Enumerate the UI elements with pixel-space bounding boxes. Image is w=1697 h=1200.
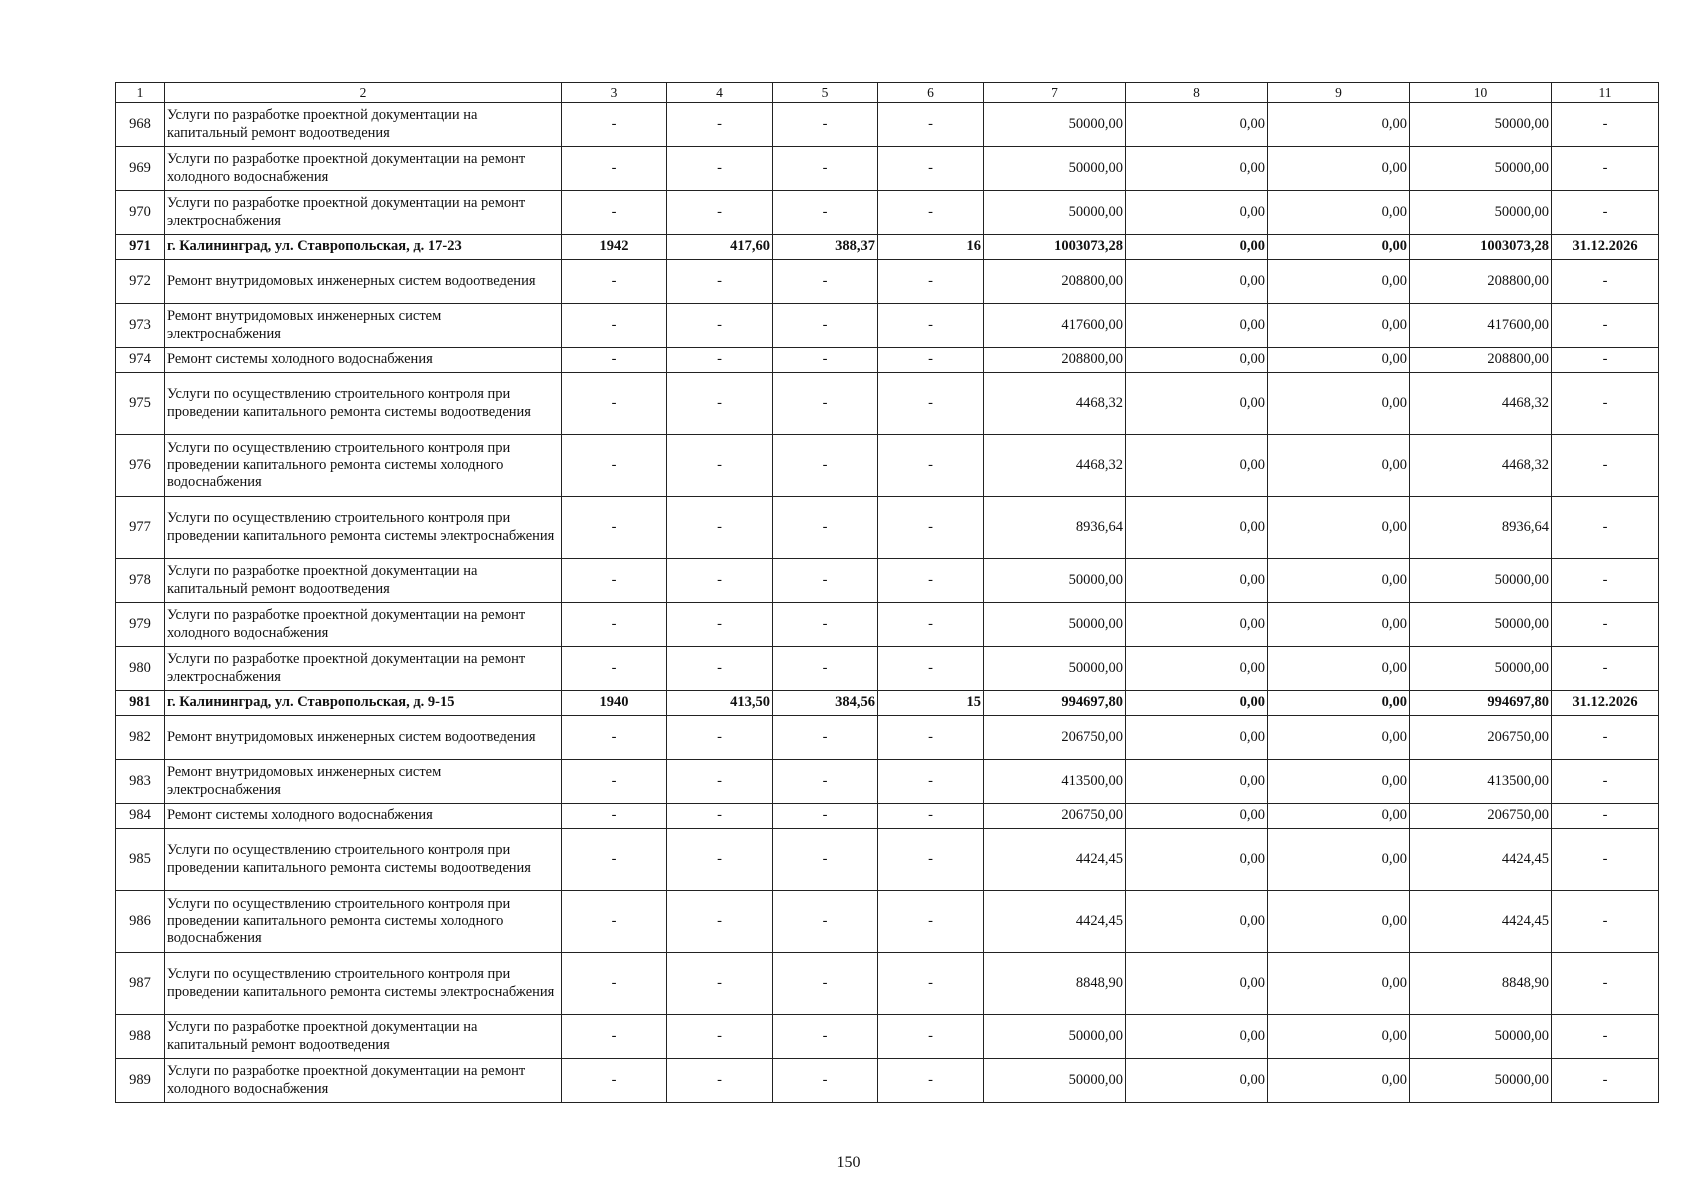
column-number: 6: [878, 83, 984, 103]
column-number: 4: [667, 83, 773, 103]
col-7-amount: 4424,45: [984, 891, 1126, 953]
work-name: Услуги по осуществлению строительного контроля при проведении капитального ремонта системы электроснабжения: [165, 953, 562, 1015]
col-7-amount: 206750,00: [984, 716, 1126, 760]
work-name: Услуги по разработке проектной документации на ремонт холодного водоснабжения: [165, 1059, 562, 1103]
col-7-amount: 8848,90: [984, 953, 1126, 1015]
col-8-amount: 0,00: [1126, 1015, 1268, 1059]
col-4-value: -: [667, 829, 773, 891]
col-4-value: -: [667, 103, 773, 147]
col-3-value: -: [562, 1059, 667, 1103]
col-10-amount: 50000,00: [1410, 191, 1552, 235]
col-6-value: -: [878, 260, 984, 304]
col-6-value: -: [878, 373, 984, 435]
col-4-value: -: [667, 304, 773, 348]
col-4-value: -: [667, 373, 773, 435]
col-7-amount: 50000,00: [984, 559, 1126, 603]
table-body: [116, 83, 1659, 1103]
col-10-amount: 50000,00: [1410, 603, 1552, 647]
col-7-amount: 50000,00: [984, 603, 1126, 647]
table-row: [116, 647, 1659, 691]
col-4-value: -: [667, 716, 773, 760]
table-row: [116, 191, 1659, 235]
col-6-value: -: [878, 191, 984, 235]
table-row: [116, 497, 1659, 559]
col-5-value: -: [773, 647, 878, 691]
row-number: 979: [116, 603, 165, 647]
table-row: [116, 373, 1659, 435]
col-8-amount: 0,00: [1126, 147, 1268, 191]
work-name: Ремонт внутридомовых инженерных систем электроснабжения: [165, 304, 562, 348]
col-8-amount: 0,00: [1126, 829, 1268, 891]
col-8-amount: 0,00: [1126, 647, 1268, 691]
col-11-date: -: [1552, 760, 1659, 804]
col-7-amount: 417600,00: [984, 304, 1126, 348]
row-number: 968: [116, 103, 165, 147]
col-6-value: -: [878, 1059, 984, 1103]
work-name: Ремонт внутридомовых инженерных систем водоотведения: [165, 716, 562, 760]
col-3-value: -: [562, 804, 667, 829]
col-10-amount: 417600,00: [1410, 304, 1552, 348]
col-11-date: -: [1552, 1015, 1659, 1059]
col-6-value: 15: [878, 691, 984, 716]
row-number: 989: [116, 1059, 165, 1103]
col-8-amount: 0,00: [1126, 191, 1268, 235]
work-name: Услуги по разработке проектной документации на капитальный ремонт водоотведения: [165, 1015, 562, 1059]
col-7-amount: 994697,80: [984, 691, 1126, 716]
col-8-amount: 0,00: [1126, 891, 1268, 953]
work-name: г. Калининград, ул. Ставропольская, д. 9-15: [165, 691, 562, 716]
col-6-value: -: [878, 1015, 984, 1059]
work-name: Услуги по разработке проектной документации на ремонт холодного водоснабжения: [165, 147, 562, 191]
row-number: 973: [116, 304, 165, 348]
col-9-amount: 0,00: [1268, 953, 1410, 1015]
col-9-amount: 0,00: [1268, 1015, 1410, 1059]
work-name: Услуги по осуществлению строительного контроля при проведении капитального ремонта системы холодного водоснабжения: [165, 891, 562, 953]
col-9-amount: 0,00: [1268, 348, 1410, 373]
row-number: 969: [116, 147, 165, 191]
col-3-value: 1940: [562, 691, 667, 716]
col-10-amount: 413500,00: [1410, 760, 1552, 804]
col-3-value: -: [562, 647, 667, 691]
col-6-value: -: [878, 829, 984, 891]
row-number: 980: [116, 647, 165, 691]
col-3-value: -: [562, 497, 667, 559]
col-5-value: -: [773, 348, 878, 373]
col-7-amount: 50000,00: [984, 191, 1126, 235]
col-7-amount: 208800,00: [984, 260, 1126, 304]
col-7-amount: 1003073,28: [984, 235, 1126, 260]
row-number: 976: [116, 435, 165, 497]
col-5-value: -: [773, 1015, 878, 1059]
col-4-value: -: [667, 891, 773, 953]
col-6-value: -: [878, 559, 984, 603]
table-row: [116, 603, 1659, 647]
col-9-amount: 0,00: [1268, 103, 1410, 147]
work-name: Ремонт системы холодного водоснабжения: [165, 804, 562, 829]
work-name: Ремонт внутридомовых инженерных систем электроснабжения: [165, 760, 562, 804]
col-9-amount: 0,00: [1268, 760, 1410, 804]
col-3-value: -: [562, 147, 667, 191]
col-8-amount: 0,00: [1126, 497, 1268, 559]
col-10-amount: 994697,80: [1410, 691, 1552, 716]
table-row: [116, 260, 1659, 304]
column-number: 9: [1268, 83, 1410, 103]
work-name: Услуги по осуществлению строительного контроля при проведении капитального ремонта системы электроснабжения: [165, 497, 562, 559]
col-10-amount: 50000,00: [1410, 1015, 1552, 1059]
col-10-amount: 4468,32: [1410, 373, 1552, 435]
table-row: [116, 147, 1659, 191]
col-9-amount: 0,00: [1268, 716, 1410, 760]
col-11-date: 31.12.2026: [1552, 691, 1659, 716]
col-10-amount: 8936,64: [1410, 497, 1552, 559]
col-5-value: -: [773, 891, 878, 953]
column-number: 11: [1552, 83, 1659, 103]
col-5-value: -: [773, 103, 878, 147]
table-row: [116, 804, 1659, 829]
col-11-date: -: [1552, 804, 1659, 829]
col-10-amount: 50000,00: [1410, 559, 1552, 603]
col-5-value: -: [773, 147, 878, 191]
col-11-date: -: [1552, 603, 1659, 647]
col-3-value: -: [562, 1015, 667, 1059]
col-11-date: -: [1552, 497, 1659, 559]
column-number: 3: [562, 83, 667, 103]
col-5-value: -: [773, 373, 878, 435]
col-9-amount: 0,00: [1268, 235, 1410, 260]
col-4-value: -: [667, 147, 773, 191]
col-4-value: -: [667, 953, 773, 1015]
col-4-value: -: [667, 191, 773, 235]
col-6-value: -: [878, 348, 984, 373]
col-3-value: -: [562, 603, 667, 647]
row-number: 987: [116, 953, 165, 1015]
col-7-amount: 50000,00: [984, 647, 1126, 691]
col-7-amount: 50000,00: [984, 1059, 1126, 1103]
col-9-amount: 0,00: [1268, 435, 1410, 497]
col-4-value: 413,50: [667, 691, 773, 716]
col-9-amount: 0,00: [1268, 260, 1410, 304]
col-5-value: -: [773, 304, 878, 348]
col-3-value: -: [562, 191, 667, 235]
table-row: [116, 304, 1659, 348]
col-4-value: -: [667, 260, 773, 304]
column-number: 1: [116, 83, 165, 103]
col-11-date: -: [1552, 191, 1659, 235]
col-10-amount: 8848,90: [1410, 953, 1552, 1015]
col-6-value: -: [878, 804, 984, 829]
column-number: 8: [1126, 83, 1268, 103]
col-4-value: -: [667, 760, 773, 804]
col-10-amount: 206750,00: [1410, 716, 1552, 760]
col-3-value: -: [562, 435, 667, 497]
col-10-amount: 50000,00: [1410, 647, 1552, 691]
col-9-amount: 0,00: [1268, 304, 1410, 348]
table-row: [116, 760, 1659, 804]
col-3-value: -: [562, 559, 667, 603]
col-7-amount: 50000,00: [984, 147, 1126, 191]
col-7-amount: 4424,45: [984, 829, 1126, 891]
col-9-amount: 0,00: [1268, 647, 1410, 691]
col-6-value: 16: [878, 235, 984, 260]
col-3-value: -: [562, 891, 667, 953]
col-6-value: -: [878, 304, 984, 348]
col-11-date: -: [1552, 647, 1659, 691]
col-7-amount: 8936,64: [984, 497, 1126, 559]
row-number: 984: [116, 804, 165, 829]
col-5-value: 388,37: [773, 235, 878, 260]
col-8-amount: 0,00: [1126, 348, 1268, 373]
col-5-value: -: [773, 497, 878, 559]
col-7-amount: 4468,32: [984, 373, 1126, 435]
row-number: 985: [116, 829, 165, 891]
table-row: [116, 716, 1659, 760]
col-9-amount: 0,00: [1268, 1059, 1410, 1103]
address-row: [116, 235, 1659, 260]
work-name: г. Калининград, ул. Ставропольская, д. 17-23: [165, 235, 562, 260]
row-number: 981: [116, 691, 165, 716]
col-10-amount: 4424,45: [1410, 829, 1552, 891]
col-8-amount: 0,00: [1126, 103, 1268, 147]
work-name: Услуги по разработке проектной документации на ремонт холодного водоснабжения: [165, 603, 562, 647]
col-4-value: -: [667, 603, 773, 647]
col-9-amount: 0,00: [1268, 891, 1410, 953]
work-name: Услуги по разработке проектной документации на ремонт электроснабжения: [165, 191, 562, 235]
table-row: [116, 829, 1659, 891]
col-8-amount: 0,00: [1126, 235, 1268, 260]
row-number: 978: [116, 559, 165, 603]
col-3-value: -: [562, 953, 667, 1015]
page-number: 150: [836, 1154, 861, 1171]
col-6-value: -: [878, 716, 984, 760]
col-6-value: -: [878, 647, 984, 691]
col-8-amount: 0,00: [1126, 691, 1268, 716]
col-11-date: -: [1552, 716, 1659, 760]
col-9-amount: 0,00: [1268, 603, 1410, 647]
col-8-amount: 0,00: [1126, 1059, 1268, 1103]
col-6-value: -: [878, 953, 984, 1015]
col-11-date: -: [1552, 103, 1659, 147]
col-4-value: -: [667, 1015, 773, 1059]
col-7-amount: 208800,00: [984, 348, 1126, 373]
col-10-amount: 50000,00: [1410, 103, 1552, 147]
works-table: [115, 82, 1659, 1103]
col-5-value: -: [773, 191, 878, 235]
work-name: Услуги по разработке проектной документации на капитальный ремонт водоотведения: [165, 103, 562, 147]
col-10-amount: 50000,00: [1410, 147, 1552, 191]
row-number: 974: [116, 348, 165, 373]
col-5-value: -: [773, 829, 878, 891]
col-11-date: -: [1552, 829, 1659, 891]
col-4-value: -: [667, 435, 773, 497]
col-6-value: -: [878, 760, 984, 804]
col-4-value: -: [667, 1059, 773, 1103]
col-3-value: -: [562, 373, 667, 435]
col-6-value: -: [878, 891, 984, 953]
col-11-date: -: [1552, 1059, 1659, 1103]
col-11-date: -: [1552, 891, 1659, 953]
col-5-value: -: [773, 435, 878, 497]
col-7-amount: 413500,00: [984, 760, 1126, 804]
col-10-amount: 4424,45: [1410, 891, 1552, 953]
col-10-amount: 50000,00: [1410, 1059, 1552, 1103]
col-11-date: -: [1552, 304, 1659, 348]
col-7-amount: 206750,00: [984, 804, 1126, 829]
col-5-value: -: [773, 1059, 878, 1103]
col-7-amount: 4468,32: [984, 435, 1126, 497]
table-row: [116, 103, 1659, 147]
col-10-amount: 206750,00: [1410, 804, 1552, 829]
col-9-amount: 0,00: [1268, 497, 1410, 559]
table-row: [116, 891, 1659, 953]
table-row: [116, 953, 1659, 1015]
col-5-value: -: [773, 953, 878, 1015]
row-number: 977: [116, 497, 165, 559]
col-3-value: -: [562, 260, 667, 304]
col-8-amount: 0,00: [1126, 603, 1268, 647]
col-11-date: -: [1552, 373, 1659, 435]
col-10-amount: 1003073,28: [1410, 235, 1552, 260]
address-row: [116, 691, 1659, 716]
col-8-amount: 0,00: [1126, 304, 1268, 348]
row-number: 982: [116, 716, 165, 760]
work-name: Ремонт внутридомовых инженерных систем водоотведения: [165, 260, 562, 304]
col-4-value: -: [667, 804, 773, 829]
col-3-value: -: [562, 348, 667, 373]
col-5-value: -: [773, 260, 878, 304]
col-3-value: -: [562, 716, 667, 760]
col-8-amount: 0,00: [1126, 435, 1268, 497]
row-number: 970: [116, 191, 165, 235]
col-9-amount: 0,00: [1268, 804, 1410, 829]
col-3-value: -: [562, 304, 667, 348]
col-9-amount: 0,00: [1268, 147, 1410, 191]
col-6-value: -: [878, 603, 984, 647]
col-5-value: -: [773, 559, 878, 603]
col-6-value: -: [878, 103, 984, 147]
row-number: 971: [116, 235, 165, 260]
col-5-value: -: [773, 603, 878, 647]
row-number: 975: [116, 373, 165, 435]
work-name: Услуги по осуществлению строительного контроля при проведении капитального ремонта системы водоотведения: [165, 373, 562, 435]
table-row: [116, 1059, 1659, 1103]
col-6-value: -: [878, 147, 984, 191]
table-row: [116, 348, 1659, 373]
col-9-amount: 0,00: [1268, 829, 1410, 891]
column-number: 2: [165, 83, 562, 103]
col-8-amount: 0,00: [1126, 559, 1268, 603]
col-3-value: -: [562, 103, 667, 147]
col-5-value: -: [773, 716, 878, 760]
col-6-value: -: [878, 435, 984, 497]
col-11-date: -: [1552, 348, 1659, 373]
col-9-amount: 0,00: [1268, 691, 1410, 716]
table-row: [116, 1015, 1659, 1059]
row-number: 986: [116, 891, 165, 953]
col-8-amount: 0,00: [1126, 804, 1268, 829]
col-8-amount: 0,00: [1126, 953, 1268, 1015]
col-3-value: -: [562, 829, 667, 891]
col-8-amount: 0,00: [1126, 260, 1268, 304]
col-5-value: -: [773, 804, 878, 829]
col-5-value: 384,56: [773, 691, 878, 716]
col-7-amount: 50000,00: [984, 1015, 1126, 1059]
col-11-date: -: [1552, 435, 1659, 497]
column-number: 10: [1410, 83, 1552, 103]
col-9-amount: 0,00: [1268, 559, 1410, 603]
col-4-value: -: [667, 559, 773, 603]
col-11-date: -: [1552, 559, 1659, 603]
col-3-value: 1942: [562, 235, 667, 260]
row-number: 988: [116, 1015, 165, 1059]
col-6-value: -: [878, 497, 984, 559]
col-8-amount: 0,00: [1126, 716, 1268, 760]
row-number: 983: [116, 760, 165, 804]
column-number: 7: [984, 83, 1126, 103]
col-11-date: -: [1552, 147, 1659, 191]
col-11-date: -: [1552, 260, 1659, 304]
row-number: 972: [116, 260, 165, 304]
column-number: 5: [773, 83, 878, 103]
col-8-amount: 0,00: [1126, 373, 1268, 435]
work-name: Услуги по осуществлению строительного контроля при проведении капитального ремонта системы водоотведения: [165, 829, 562, 891]
col-3-value: -: [562, 760, 667, 804]
col-4-value: -: [667, 497, 773, 559]
col-8-amount: 0,00: [1126, 760, 1268, 804]
col-10-amount: 4468,32: [1410, 435, 1552, 497]
column-number-row: [116, 83, 1659, 103]
col-11-date: -: [1552, 953, 1659, 1015]
work-name: Услуги по разработке проектной документации на ремонт электроснабжения: [165, 647, 562, 691]
col-9-amount: 0,00: [1268, 373, 1410, 435]
table-row: [116, 435, 1659, 497]
col-4-value: -: [667, 348, 773, 373]
col-9-amount: 0,00: [1268, 191, 1410, 235]
work-name: Ремонт системы холодного водоснабжения: [165, 348, 562, 373]
col-7-amount: 50000,00: [984, 103, 1126, 147]
col-10-amount: 208800,00: [1410, 260, 1552, 304]
col-4-value: -: [667, 647, 773, 691]
work-name: Услуги по разработке проектной документации на капитальный ремонт водоотведения: [165, 559, 562, 603]
col-5-value: -: [773, 760, 878, 804]
col-11-date: 31.12.2026: [1552, 235, 1659, 260]
table-row: [116, 559, 1659, 603]
col-10-amount: 208800,00: [1410, 348, 1552, 373]
col-4-value: 417,60: [667, 235, 773, 260]
work-name: Услуги по осуществлению строительного контроля при проведении капитального ремонта системы холодного водоснабжения: [165, 435, 562, 497]
